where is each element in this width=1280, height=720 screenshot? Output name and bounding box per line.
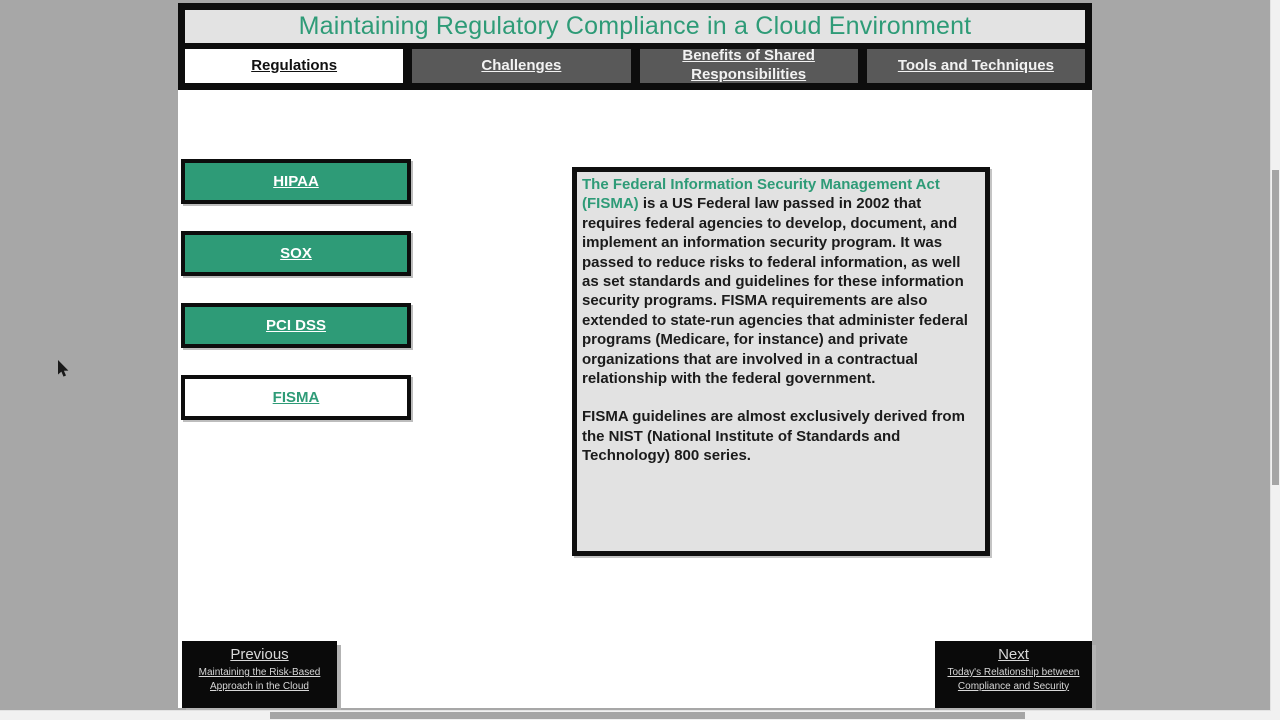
previous-subtitle[interactable]: Maintaining the Risk-Based Approach in the Cloud (198, 667, 321, 692)
tab-tools-and-techniques[interactable]: Tools and Techniques (867, 49, 1085, 83)
previous-button[interactable] (182, 641, 337, 708)
button-hipaa[interactable]: HIPAA (181, 159, 411, 204)
vertical-scrollbar[interactable] (1270, 0, 1280, 711)
next-button[interactable] (935, 641, 1092, 708)
tab-benefits-of-shared-responsibilities[interactable]: Benefits of Shared Responsibilities (640, 49, 858, 83)
tab-challenges[interactable]: Challenges (412, 49, 630, 83)
button-pci-dss[interactable]: PCI DSS (181, 303, 411, 348)
tab-bar (185, 49, 1085, 83)
fisma-paragraph-1 (582, 175, 980, 388)
tab-regulations[interactable]: Regulations (185, 49, 403, 83)
mouse-cursor-icon (57, 360, 70, 384)
page-title-text: Maintaining Regulatory Compliance in a Cloud Environment (298, 12, 972, 40)
page-title (185, 10, 1085, 43)
horizontal-scrollbar-thumb[interactable] (270, 712, 1025, 719)
fisma-paragraph-1-rest: is a US Federal law passed in 2002 that requires federal agencies to develop, document, and implement an information security program. It was passed to reduce risks to federal information, as well as set standards and guidelines for these information security programs. FISMA requirements are also extended to state-run agencies that administer federal programs (Medicare, for instance) and private organizations that are involved in a contractual relationship with the federal government. (582, 195, 968, 388)
fisma-description-panel (572, 167, 990, 556)
next-label[interactable]: Next (998, 646, 1029, 663)
horizontal-scrollbar[interactable] (0, 710, 1280, 720)
fisma-highlight-text: The Federal Information Security Management Act (FISMA) (582, 176, 940, 213)
course-slide (178, 3, 1092, 708)
regulation-button-list (181, 159, 411, 447)
previous-label[interactable]: Previous (230, 646, 289, 663)
slide-header (178, 3, 1092, 90)
vertical-scrollbar-thumb[interactable] (1272, 170, 1279, 485)
button-sox[interactable]: SOX (181, 231, 411, 276)
next-subtitle[interactable]: Today's Relationship between Compliance and Security (947, 667, 1080, 692)
button-fisma[interactable]: FISMA (181, 375, 411, 420)
fisma-paragraph-2: FISMA guidelines are almost exclusively derived from the NIST (National Institute of Standards and Technology) 800 series. (582, 408, 965, 465)
